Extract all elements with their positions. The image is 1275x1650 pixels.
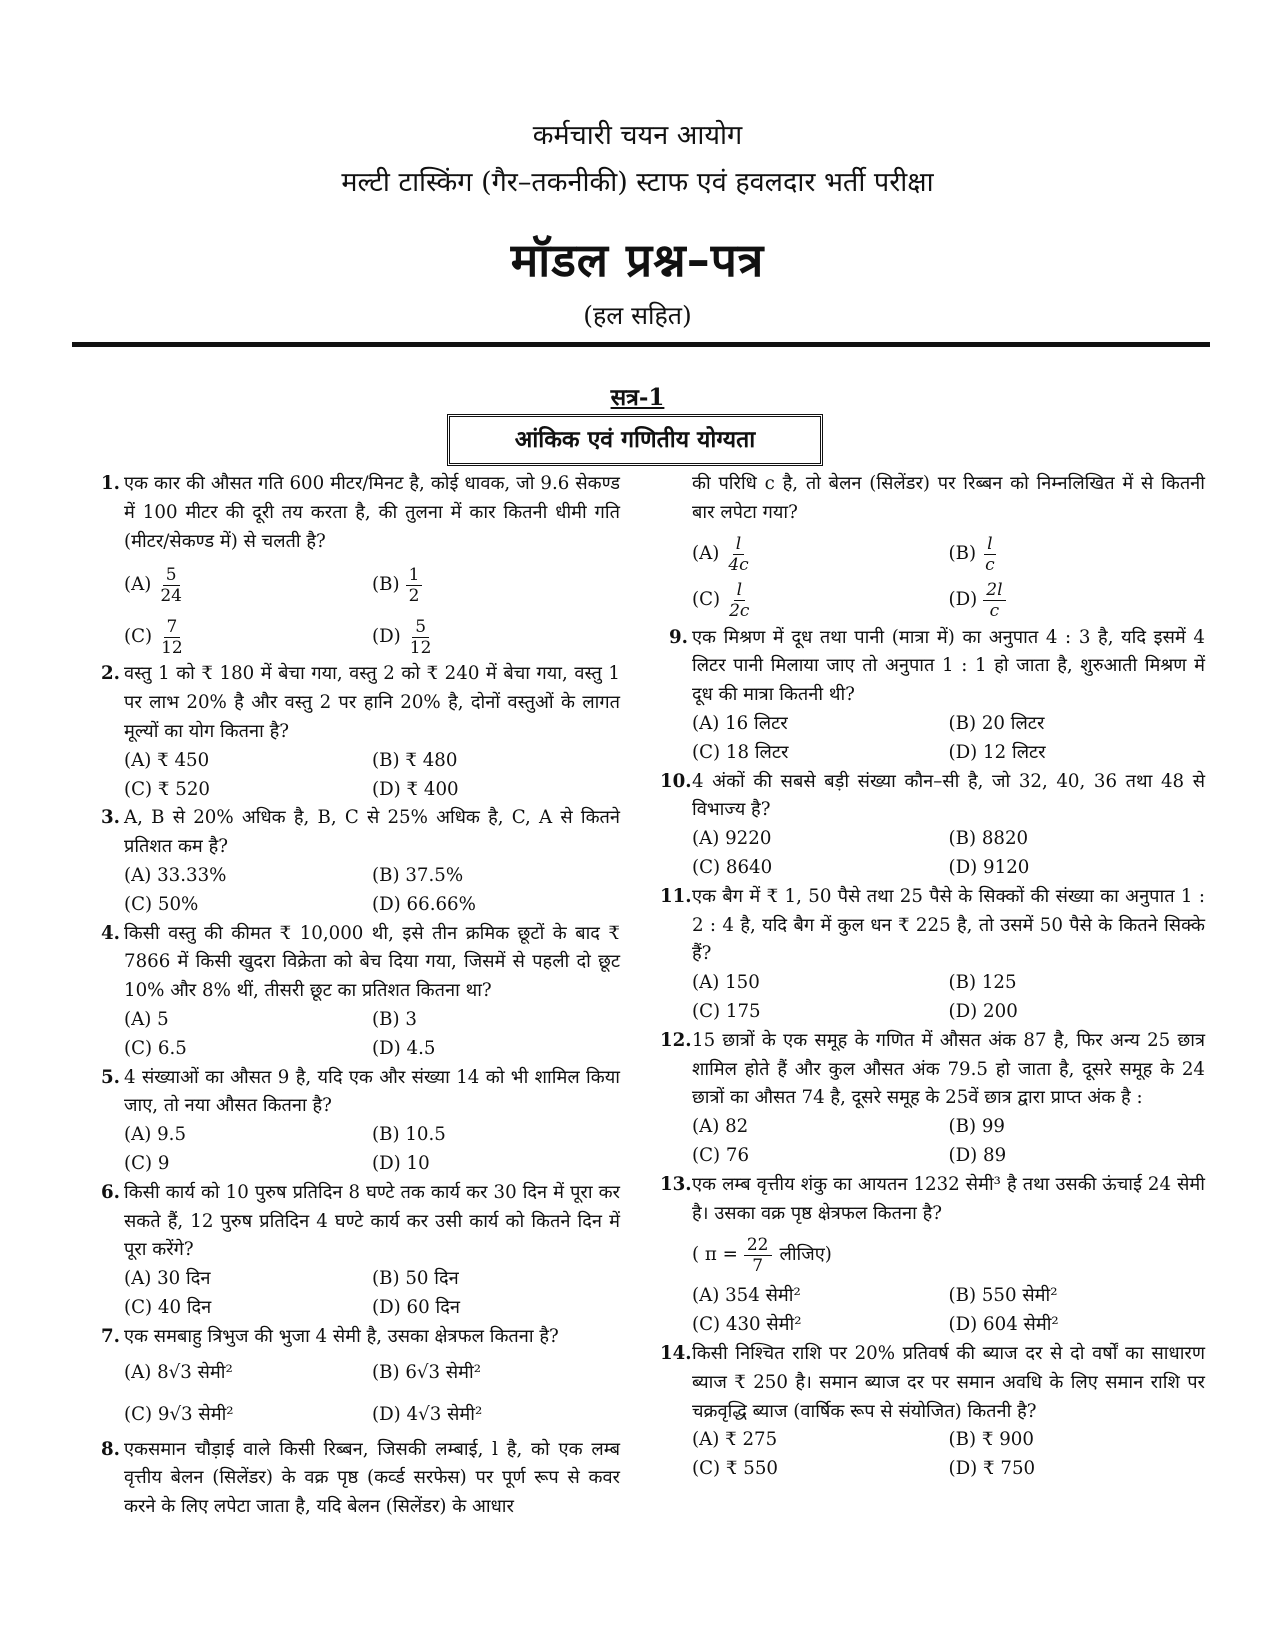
option-a: (A) $\frac{5}{24}$: [124, 564, 182, 606]
option-c: (C) 6.5: [124, 1037, 187, 1059]
question-text: एक मिश्रण में दूध तथा पानी (मात्रा में) का अनुपात 4 : 3 है, यदि इसमें 4 लिटर पानी मिलाया जाए तो अनुपात 1 : 1 हो जाता है, शुरुआती मिश्रण में दूध की मात्रा कितनी थी?: [692, 626, 1205, 706]
question-number: 7.: [101, 1325, 120, 1347]
option-b: (B) 50 दिन: [372, 1268, 459, 1290]
option-d: (D) ₹ 400: [372, 778, 459, 800]
option-c: (C) ₹ 520: [124, 778, 210, 800]
question-text: A, B से 20% अधिक है, B, C से 25% अधिक है, C, A से कितने प्रतिशत कम है?: [124, 807, 620, 858]
section-title: आंकिक एवं गणितीय योग्यता: [447, 414, 823, 466]
question-11: [660, 883, 1205, 1027]
option-c: (C) $\frac{l}{2c}$: [692, 580, 750, 622]
option-d: (D) 200: [948, 1000, 1018, 1022]
question-text: 4 संख्याओं का औसत 9 है, यदि एक और संख्या 14 को भी शामिल किया जाए, तो नया औसत कितना है?: [124, 1066, 620, 1117]
option-d: (D) 10: [372, 1152, 430, 1174]
exam-name: मल्टी टास्किंग (गैर–तकनीकी) स्टाफ एवं हवलदार भर्ती परीक्षा: [341, 167, 934, 198]
option-c: (C) ₹ 550: [692, 1458, 778, 1480]
option-c: (C) $\frac{7}{12}$: [124, 616, 183, 658]
page-title: मॉडल प्रश्न–पत्र: [510, 233, 765, 287]
option-a: (A) 354 सेमी²: [692, 1285, 801, 1307]
question-number: 6.: [101, 1181, 120, 1203]
option-b: (B) 37.5%: [372, 864, 464, 886]
question-10: [660, 768, 1205, 883]
option-d: (D) 4√3 सेमी²: [372, 1403, 483, 1425]
option-b: (B) 10.5: [372, 1124, 446, 1146]
pi-note: ( π = $\frac{22}{7}$ लीजिए): [692, 1234, 832, 1276]
question-text: किसी निश्चित राशि पर 20% प्रतिवर्ष की ब्याज दर से दो वर्षों का साधारण ब्याज ₹ 250 है। समान ब्याज दर पर समान अवधि के लिए समान राशि पर चक्रवृद्धि ब्याज (वार्षिक रूप से संयोजित) कितनी है?: [692, 1342, 1205, 1422]
right-column: [660, 470, 1205, 1484]
page-subtitle: (हल सहित): [583, 301, 692, 330]
option-a: (A) ₹ 450: [124, 749, 210, 771]
option-c: (C) 18 लिटर: [692, 741, 789, 763]
option-d: (D) 89: [948, 1144, 1007, 1166]
question-text: 15 छात्रों के एक समूह के गणित में औसत अंक 87 है, फिर अन्य 25 छात्र शामिल होते हैं और कुल औसत अंक 79.5 हो जाता है, दूसरे समूह के 24 छात्रों का औसत 74 है, दूसरे समूह के 25वें छात्र द्वारा प्राप्त अंक है :: [692, 1029, 1205, 1109]
option-a: (A) ₹ 275: [692, 1429, 778, 1451]
option-a: (A) 33.33%: [124, 864, 227, 886]
question-number: 9.: [669, 626, 688, 648]
option-a: (A) 9220: [692, 828, 772, 850]
option-d: (D) 604 सेमी²: [948, 1314, 1059, 1336]
question-text: एक समबाहु त्रिभुज की भुजा 4 सेमी है, उसका क्षेत्रफल कितना है?: [124, 1325, 559, 1347]
option-c: (C) 430 सेमी²: [692, 1314, 802, 1336]
question-text: एक बैग में ₹ 1, 50 पैसे तथा 25 पैसे के सिक्कों की संख्या का अनुपात 1 : 2 : 4 है, यदि बैग में कुल धन ₹ 225 है, तो उसमें 50 पैसे के कितने सिक्के हैं?: [692, 885, 1205, 965]
question-text: किसी कार्य को 10 पुरुष प्रतिदिन 8 घण्टे तक कार्य कर 30 दिन में पूरा कर सकते हैं, 12 पुरुष प्रतिदिन 4 घण्टे कार्य कर उसी कार्य को कितने दिन में पूरा करेंगे?: [124, 1181, 620, 1261]
question-7: [92, 1323, 620, 1436]
option-b: (B) 99: [948, 1116, 1005, 1138]
question-text: की परिधि c है, तो बेलन (सिलेंडर) पर रिब्बन को निम्नलिखित में से कितनी बार लपेटा गया?: [692, 473, 1205, 523]
question-number: 2.: [101, 663, 120, 685]
question-number: 13.: [660, 1173, 692, 1195]
option-a: (A) 8√3 सेमी²: [124, 1361, 233, 1383]
option-b: (B) 3: [372, 1008, 417, 1030]
header-divider: [72, 342, 1210, 347]
question-number: 10.: [660, 770, 692, 792]
question-13: [660, 1171, 1205, 1340]
option-b: (B) $\frac{1}{2}$: [372, 562, 620, 608]
option-d: (D) 9120: [948, 856, 1030, 878]
option-b: (B) 8820: [948, 828, 1029, 850]
option-a: (A) 9.5: [124, 1124, 187, 1146]
option-c: (C) 8640: [692, 856, 773, 878]
option-c: (C) 76: [692, 1144, 750, 1166]
left-column: [92, 470, 620, 1522]
option-b: (B) ₹ 480: [372, 749, 458, 771]
question-number: 5.: [101, 1066, 120, 1088]
question-text: किसी वस्तु की कीमत ₹ 10,000 थी, इसे तीन क्रमिक छूटों के बाद ₹ 7866 में किसी खुदरा विक्रेता को बेच दिया गया, जिसमें से पहली दो छूट 10% और 8% थीं, तीसरी छूट का प्रतिशत कितना था?: [124, 922, 620, 1002]
question-2: [92, 660, 620, 804]
question-number: 4.: [101, 922, 120, 944]
option-a: (A) 82: [692, 1116, 749, 1138]
question-8: [92, 1436, 620, 1522]
option-d: (D) 60 दिन: [372, 1296, 460, 1318]
organization-name: कर्मचारी चयन आयोग: [532, 120, 743, 151]
question-number: 8.: [101, 1438, 120, 1460]
option-b: (B) $\frac{l}{c}$: [948, 534, 995, 576]
question-4: [92, 920, 620, 1064]
question-8-continued: [660, 470, 1205, 624]
question-1: [92, 470, 620, 660]
option-c: (C) 40 दिन: [124, 1296, 212, 1318]
session-label: सत्र-1: [610, 384, 665, 411]
question-5: [92, 1064, 620, 1179]
question-6: [92, 1179, 620, 1323]
question-number: 1.: [101, 473, 120, 494]
option-d: (D) $\frac{5}{12}$: [372, 616, 432, 658]
question-12: [660, 1027, 1205, 1171]
option-b: (B) 550 सेमी²: [948, 1285, 1058, 1307]
question-number: 3.: [101, 807, 120, 829]
option-d: (D) 66.66%: [372, 893, 476, 915]
question-text: एकसमान चौड़ाई वाले किसी रिब्बन, जिसकी लम्बाई, l है, को एक लम्ब वृत्तीय बेलन (सिलेंडर) के वक्र पृष्ठ (कर्व्ड सरफेस) पर पूर्ण रूप से कवर करने के लिए लपेटा जाता है, यदि बेलन (सिलेंडर) के आधार: [124, 1438, 620, 1518]
option-a: (A) 150: [692, 972, 760, 994]
question-3: [92, 804, 620, 919]
question-text: 4 अंकों की सबसे बड़ी संख्या कौन–सी है, जो 32, 40, 36 तथा 48 से विभाज्य है?: [692, 770, 1205, 821]
question-text: एक कार की औसत गति 600 मीटर/मिनट है, कोई धावक, जो 9.6 सेकण्ड में 100 मीटर की दूरी तय करता है, की तुलना में कार कितनी धीमी गति (मीटर/सेकण्ड में) से चलती है?: [124, 473, 620, 552]
option-a: (A) 16 लिटर: [692, 712, 788, 734]
option-c: (C) 175: [692, 1000, 761, 1022]
question-9: [660, 624, 1205, 768]
option-c: (C) 9√3 सेमी²: [124, 1403, 234, 1425]
option-a: (A) 5: [124, 1008, 169, 1030]
question-text: एक लम्ब वृत्तीय शंकु का आयतन 1232 सेमी³ है तथा उसकी ऊंचाई 24 सेमी है। उसका वक्र पृष्ठ क्षेत्रफल कितना है?: [692, 1173, 1205, 1224]
question-14: [660, 1340, 1205, 1484]
option-b: (B) 20 लिटर: [948, 712, 1045, 734]
option-b: (B) 6√3 सेमी²: [372, 1361, 482, 1383]
option-c: (C) 9: [124, 1152, 170, 1174]
question-number: 12.: [660, 1029, 692, 1051]
option-d: (D) 12 लिटर: [948, 741, 1046, 763]
question-text: वस्तु 1 को ₹ 180 में बेचा गया, वस्तु 2 को ₹ 240 में बेचा गया, वस्तु 1 पर लाभ 20% है और वस्तु 2 पर हानि 20% है, दोनों वस्तुओं के लागत मूल्यों का योग कितना है?: [124, 663, 620, 742]
option-b: (B) ₹ 900: [948, 1429, 1034, 1451]
question-number: 14.: [660, 1342, 692, 1364]
option-d: (D) 4.5: [372, 1037, 436, 1059]
option-d: (D) $\frac{2l}{c}$: [949, 578, 1206, 624]
option-d: (D) ₹ 750: [948, 1458, 1036, 1480]
question-number: 11.: [660, 885, 692, 907]
option-a: (A) $\frac{l}{4c}$: [692, 534, 749, 576]
option-a: (A) 30 दिन: [124, 1268, 211, 1290]
option-c: (C) 50%: [124, 893, 199, 915]
option-b: (B) 125: [948, 972, 1017, 994]
